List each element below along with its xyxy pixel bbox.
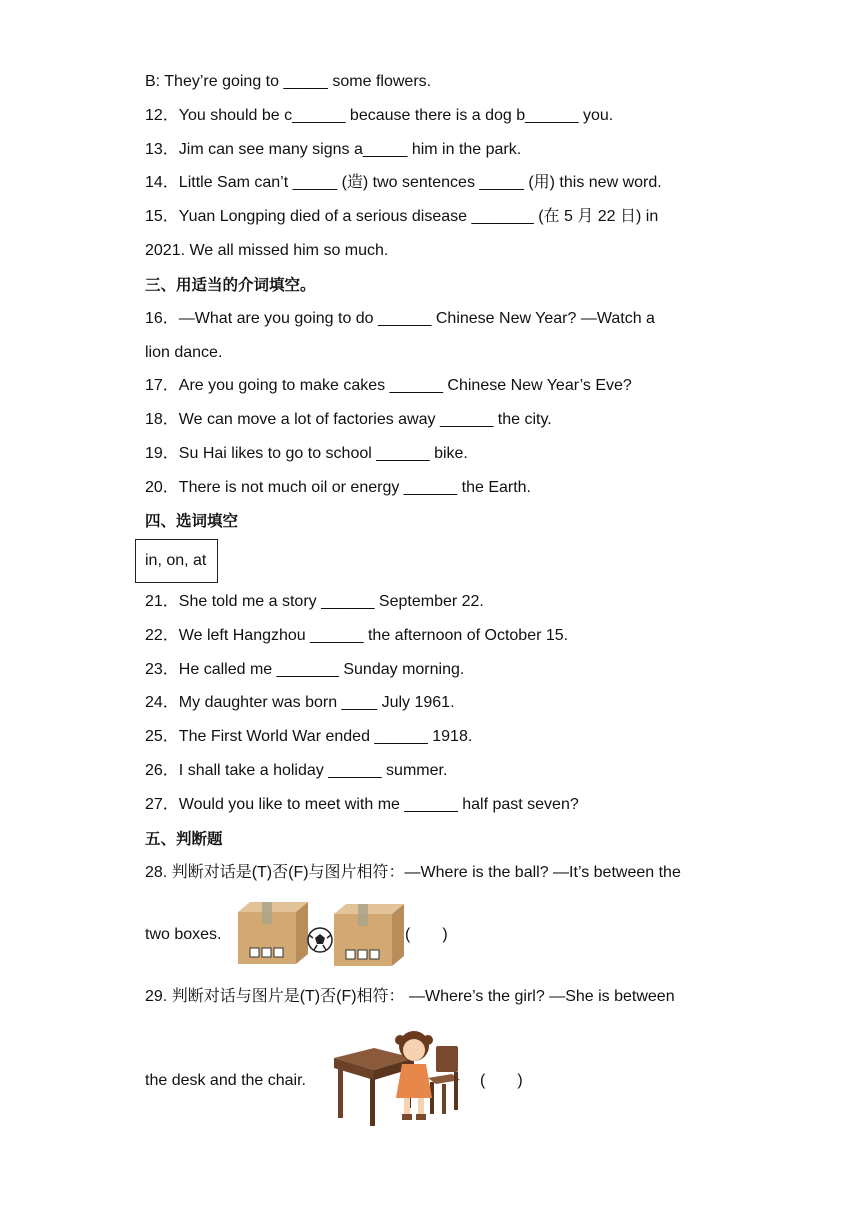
box-icon <box>334 904 404 966</box>
boxes-ball-picture <box>234 898 406 970</box>
section-5-heading: 五、判断题 <box>145 830 223 848</box>
question-26: 26．I shall take a holiday ______ summer. <box>145 762 448 779</box>
question-20: 20．There is not much oil or energy ______ the Earth. <box>145 479 532 496</box>
girl-icon <box>395 1031 433 1120</box>
word-bank-box: in, on, at <box>135 539 218 583</box>
question-23: 23．He called me _______ Sunday morning. <box>145 661 465 678</box>
chair-icon <box>428 1046 460 1114</box>
answer-paren-28[interactable]: ( ) <box>405 926 448 943</box>
box-icon <box>238 902 308 964</box>
section-3-heading: 三、用适当的介词填空。 <box>145 276 316 294</box>
question-29: 29. 判断对话与图片是(T)否(F)相符： —Where’s the girl? —She is between <box>145 988 675 1005</box>
question-18: 18．We can move a lot of factories away ______ the city. <box>145 411 552 428</box>
answer-paren-29[interactable]: ( ) <box>480 1072 523 1089</box>
question-25: 25．The First World War ended ______ 1918. <box>145 728 473 745</box>
section-4-heading: 四、选词填空 <box>145 512 239 530</box>
question-14: 14．Little Sam can’t _____ (造) two sentences _____ (用) this new word. <box>145 174 662 191</box>
question-16: 16．—What are you going to do ______ Chinese New Year? —Watch a <box>145 310 655 327</box>
question-15-cont: 2021. We all missed him so much. <box>145 242 389 259</box>
question-17: 17．Are you going to make cakes ______ Chinese New Year’s Eve? <box>145 377 632 394</box>
question-22: 22．We left Hangzhou ______ the afternoon of October 15. <box>145 627 569 644</box>
question-16-cont: lion dance. <box>145 344 223 361</box>
question-21: 21．She told me a story ______ September 22. <box>145 593 484 610</box>
soccer-ball-icon <box>308 928 332 952</box>
question-13: 13．Jim can see many signs a_____ him in the park. <box>145 141 522 158</box>
question-19: 19．Su Hai likes to go to school ______ bike. <box>145 445 468 462</box>
question-29-tail: the desk and the chair. <box>145 1072 306 1089</box>
desk-girl-chair-picture <box>332 1028 464 1130</box>
question-12: 12．You should be c______ because there is a dog b______ you. <box>145 107 614 124</box>
question-28-tail: two boxes. <box>145 926 222 943</box>
question-27: 27．Would you like to meet with me ______ half past seven? <box>145 796 579 813</box>
question-24: 24．My daughter was born ____ July 1961. <box>145 694 455 711</box>
question-28: 28. 判断对话是(T)否(F)与图片相符：—Where is the ball? —It’s between the <box>145 864 681 881</box>
question-11b: B: They’re going to _____ some flowers. <box>145 73 432 90</box>
question-15: 15．Yuan Longping died of a serious disease _______ (在 5 月 22 日) in <box>145 208 659 225</box>
